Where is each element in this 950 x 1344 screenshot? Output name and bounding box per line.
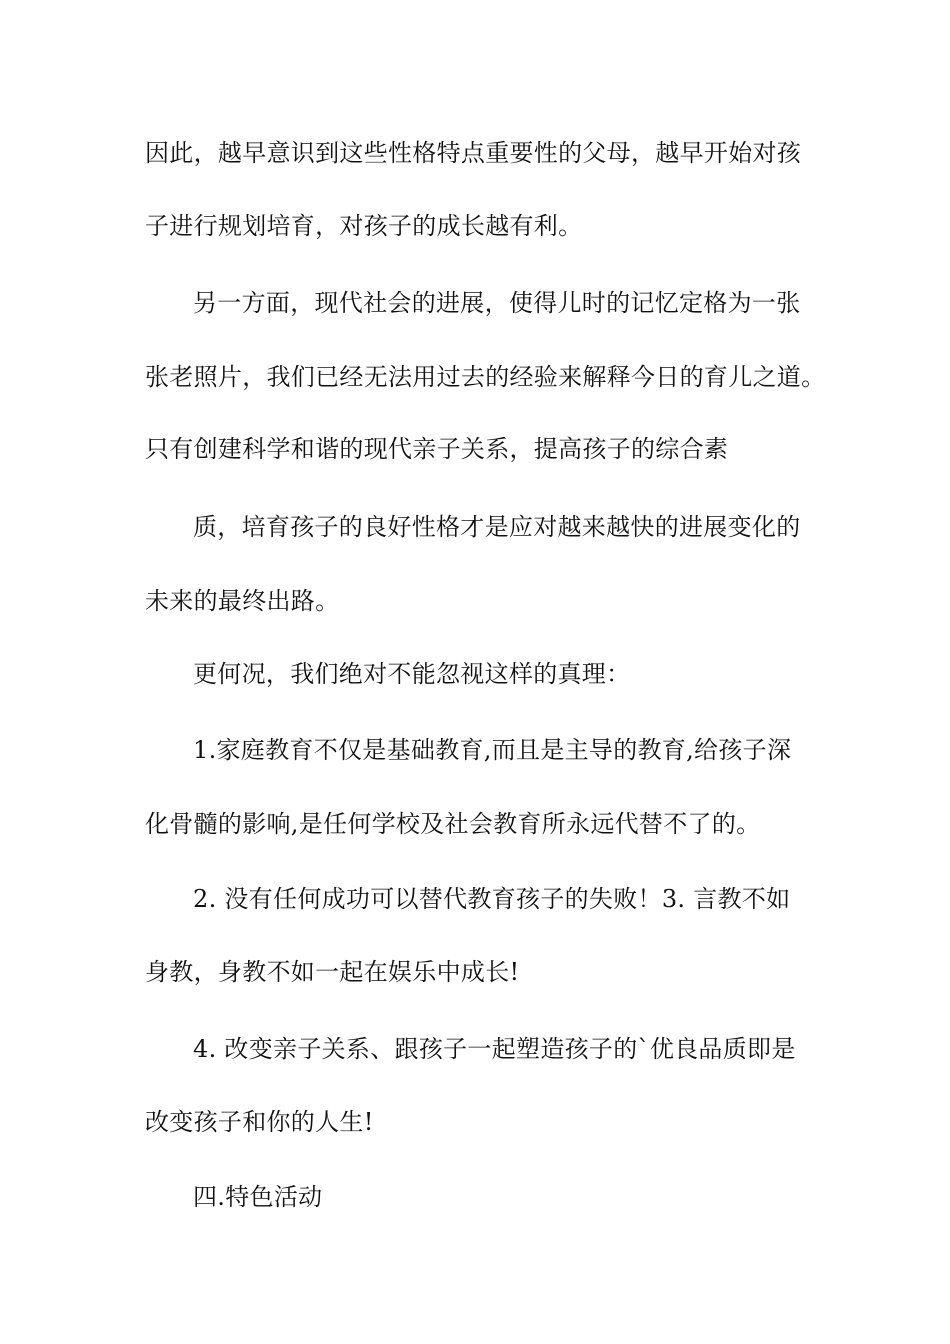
text-line-4: 张老照片，我们已经无法用过去的经验来解释今日的育儿之道。	[145, 363, 826, 391]
text-line-1: 因此，越早意识到这些性格特点重要性的父母，越早开始对孩	[145, 139, 802, 167]
text-line-14: 改变孩子和你的人生!	[145, 1108, 374, 1136]
text-line-3: 另一方面，现代社会的进展，使得儿时的记忆定格为一张	[193, 289, 801, 317]
text-line-10: 化骨髓的影响,是任何学校及社会教育所永远代替不了的。	[145, 810, 761, 838]
section-heading: 四.特色活动	[193, 1183, 323, 1211]
text-line-7: 未来的最终出路。	[145, 587, 340, 615]
text-line-2: 子进行规划培育，对孩子的成长越有利。	[145, 212, 583, 240]
text-line-12: 身教，身教不如一起在娱乐中成长!	[145, 958, 520, 986]
text-line-11: 2. 没有任何成功可以替代教育孩子的失败！3. 言教不如	[193, 885, 791, 913]
text-line-8: 更何况，我们绝对不能忽视这样的真理：	[193, 660, 631, 688]
text-line-9: 1.家庭教育不仅是基础教育,而且是主导的教育,给孩子深	[193, 736, 792, 764]
text-line-5: 只有创建科学和谐的现代亲子关系，提高孩子的综合素	[145, 435, 729, 463]
text-line-13: 4. 改变亲子关系、跟孩子一起塑造孩子的`优良品质即是	[193, 1035, 796, 1063]
text-line-6: 质，培育孩子的良好性格才是应对越来越快的进展变化的	[193, 513, 801, 541]
